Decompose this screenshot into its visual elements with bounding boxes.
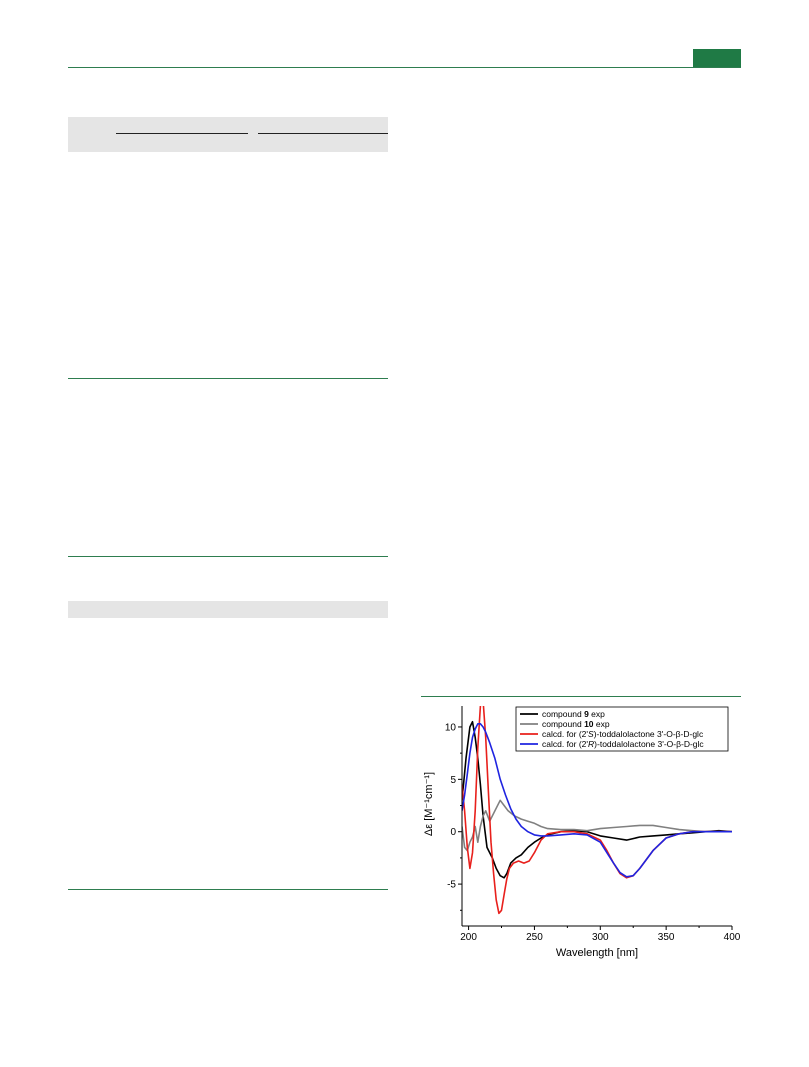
legend-entry: compound 9 exp [542, 709, 605, 719]
legend [516, 707, 728, 751]
y-tick-label: 5 [450, 774, 456, 786]
y-axis-title: Δε [M⁻¹cm⁻¹] [423, 771, 435, 837]
table-bottom-rule-2 [68, 889, 388, 890]
x-tick-label: 300 [591, 932, 609, 943]
legend-entry: compound 10 exp [542, 719, 610, 729]
table-bottom-rule [68, 378, 388, 379]
y-tick-label: 0 [450, 827, 456, 839]
series-line-2 [462, 800, 732, 850]
x-tick-label: 400 [723, 932, 741, 943]
table-header-band-2 [68, 601, 388, 618]
header-rule [68, 67, 741, 68]
cd-spectrum-chart [408, 700, 748, 965]
y-tick-label: 10 [444, 722, 456, 734]
x-tick-label: 350 [657, 932, 675, 943]
legend-entry: calcd. for (2'R)-toddalolactone 3'-O-β-D-glc [542, 739, 704, 749]
x-tick-label: 200 [460, 932, 477, 943]
column-group-rule-right [258, 133, 388, 134]
x-axis-title: Wavelength [nm] [555, 947, 639, 959]
table-header-band [68, 117, 388, 152]
legend-entry: calcd. for (2'S)-toddalolactone 3'-O-β-D-glc [542, 729, 704, 739]
journal-logo-block [693, 49, 741, 67]
y-tick-label: -5 [447, 879, 456, 891]
column-group-rule-left [116, 133, 248, 134]
x-tick-label: 250 [526, 932, 543, 943]
section-rule [68, 556, 388, 557]
figure-top-rule [421, 696, 741, 697]
